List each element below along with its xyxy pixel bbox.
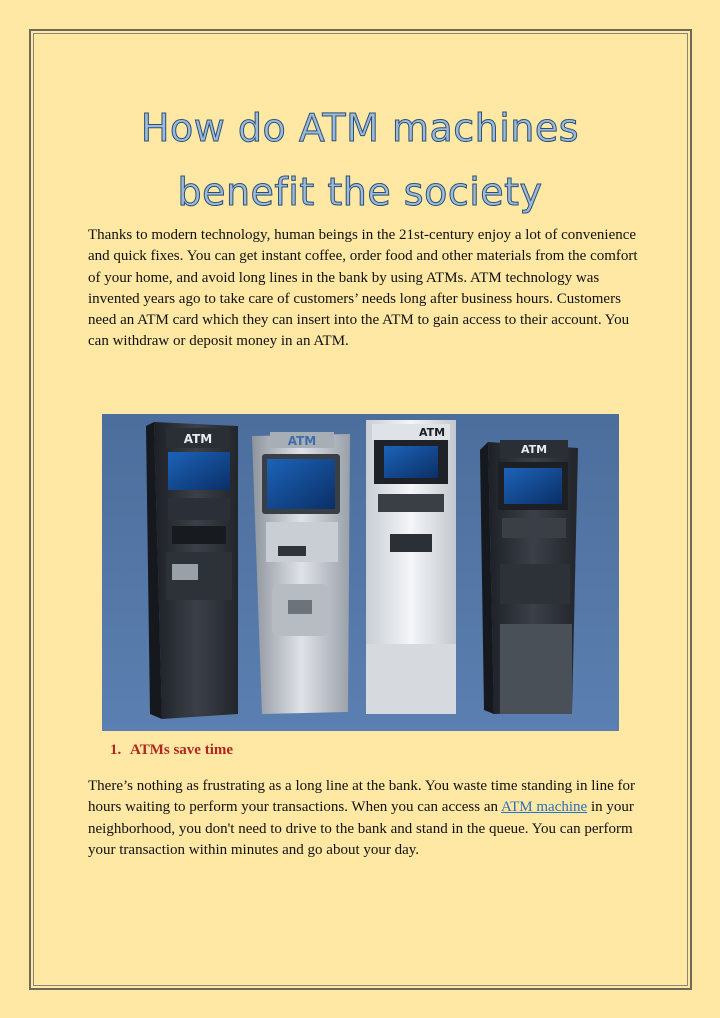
atm-kiosk-4 [480,440,578,714]
intro-paragraph: Thanks to modern technology, human beings in the 21st-century enjoy a lot of convenience and quick fixes. You can get instant coffee, order food and other materials from the comfort of your home, and avoid long lines in the bank by using ATMs. ATM technology was invented years ago to take care of customers’ needs long after business hours. Customers need an ATM card which they can insert into the ATM to gain access to their account. You can withdraw or deposit money in an ATM. [88,227,638,350]
atm-kiosk-2 [252,432,350,714]
atm-kiosk-1-label: ATM [183,432,213,446]
section-1-paragraph [88,776,648,861]
atm-kiosk-3-label: ATM [418,426,446,439]
title-line-1: How do ATM machines [140,106,580,150]
atm-kiosk-2-label: ATM [287,434,317,448]
section-1-title: ATMs save time [130,742,234,758]
atm-kiosk-4-label: ATM [520,443,548,456]
atm-machines-photo [102,414,619,731]
atm-kiosk-1 [146,422,238,719]
title-line-2: benefit the society [177,170,543,214]
document-title [60,96,660,224]
section-1-text-after: in your neighborhood, you don't need to drive to the bank and stand in the queue. You can perform your transaction within minutes and go about your day. [88,799,634,858]
atm-machine-link[interactable]: ATM machine [500,799,588,816]
section-1-text-before: There’s nothing as frustrating as a long line at the bank. You waste time standing in line for hours waiting to perform your transactions. When you can access an [88,778,635,816]
section-1-number: 1. [110,742,122,758]
section-1-heading [110,742,233,759]
atm-kiosk-3 [366,420,456,714]
